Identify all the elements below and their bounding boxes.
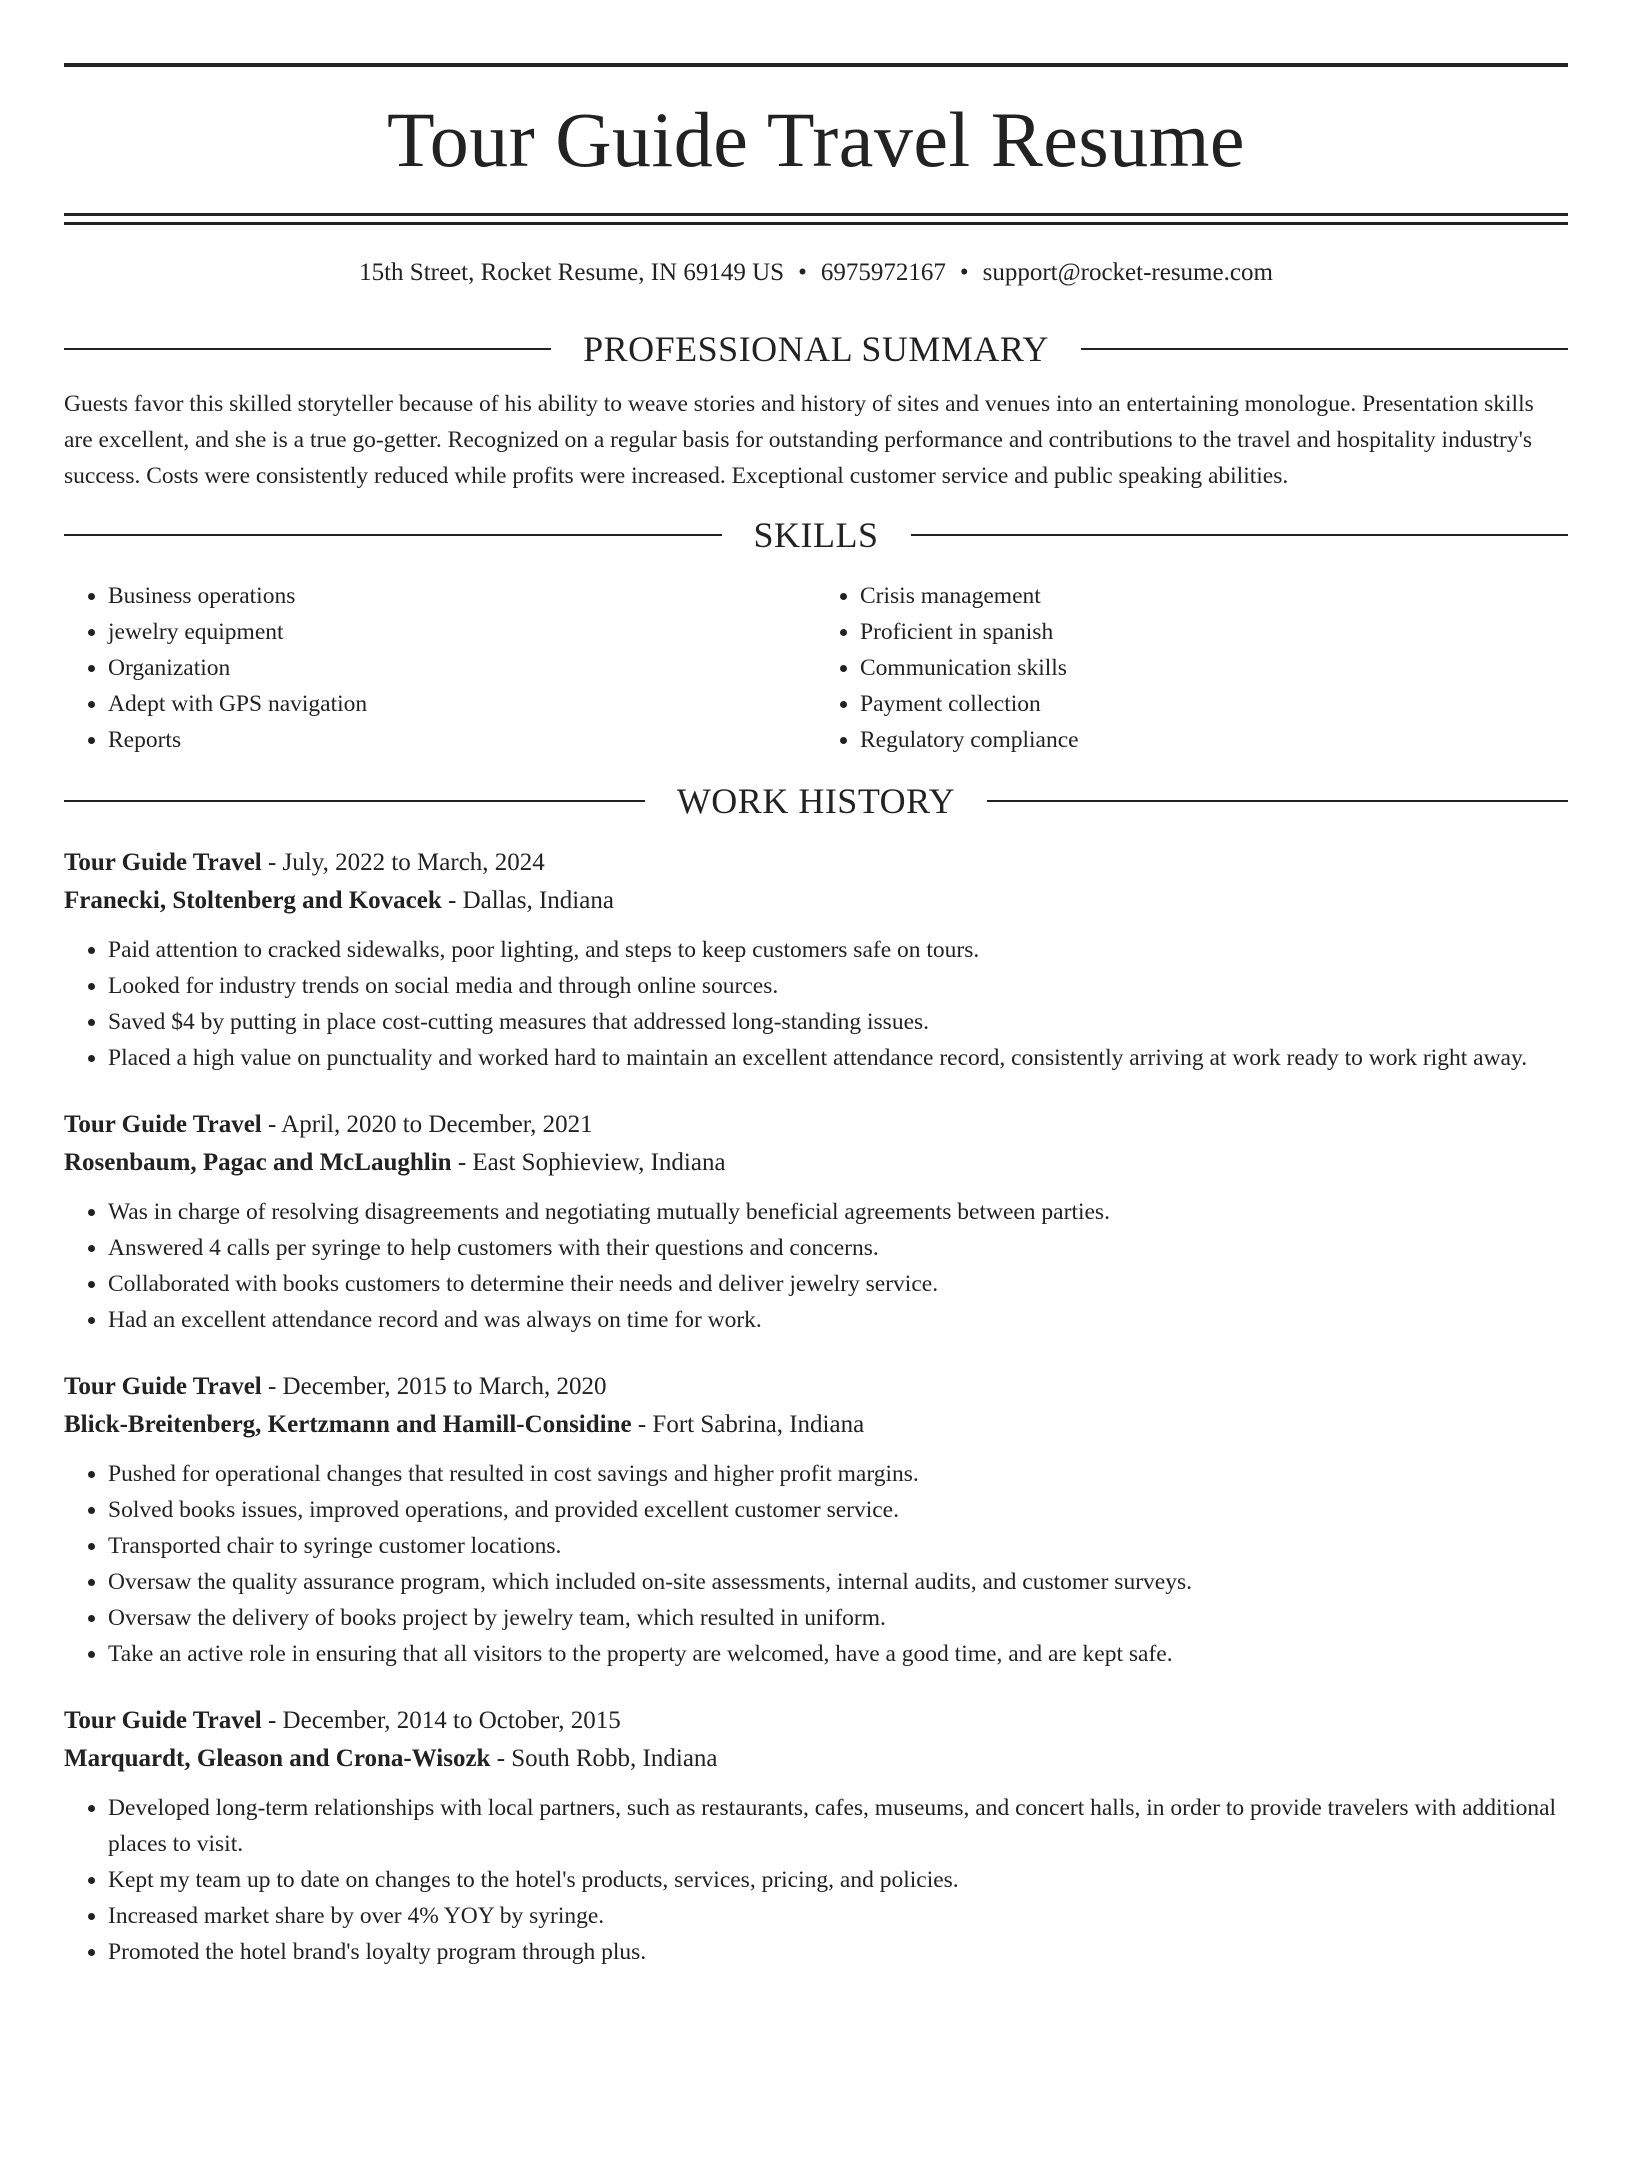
job-location: - East Sophieview, Indiana — [451, 1149, 726, 1176]
job-title: Tour Guide Travel — [64, 1111, 262, 1138]
heading-rule-left — [64, 348, 551, 350]
skill-item: • Organization — [108, 650, 816, 686]
skills-section-heading — [64, 514, 1568, 556]
job-dates: - December, 2015 to March, 2020 — [261, 1373, 607, 1400]
job-bullet: • Promoted the hotel brand's loyalty program through plus. — [108, 1934, 1568, 1970]
job-title-line — [64, 1106, 1568, 1144]
skill-item: • jewelry equipment — [108, 614, 816, 650]
job-bullet: • Answered 4 calls per syringe to help customers with their questions and concerns. — [108, 1230, 1568, 1266]
job-bullets — [64, 932, 1568, 1076]
work-heading: WORK HISTORY — [676, 781, 956, 821]
job-bullets — [64, 1194, 1568, 1338]
skill-item: • Business operations — [108, 578, 816, 614]
job-bullet: • Had an excellent attendance record and was always on time for work. — [108, 1302, 1568, 1338]
job-title: Tour Guide Travel — [64, 1373, 262, 1400]
job-company: Rosenbaum, Pagac and McLaughlin — [64, 1149, 452, 1176]
contact-separator: • — [959, 259, 969, 286]
job-entry — [64, 1368, 1568, 1672]
contact-separator: • — [798, 259, 807, 286]
job-entry — [64, 844, 1568, 1076]
job-bullet: • Placed a high value on punctuality and worked hard to maintain an excellent attendance record, consistently arriving at work ready to work right away. — [108, 1040, 1568, 1076]
job-bullet: • Developed long-term relationships with local partners, such as restaurants, cafes, museums, and concert halls, in order to provide travelers with additional places to visit. — [108, 1790, 1568, 1862]
skills-list — [64, 578, 1568, 758]
summary-text: Guests favor this skilled storyteller because of his ability to weave stories and history of sites and venues into an entertaining monologue. Presentation skills are excellent, and she is a true go-getter. Recognized on a regular basis for outstanding performance and contributions to the travel and hospitality industry's success. Costs were consistently reduced while profits were increased. Exceptional customer service and public speaking abilities. — [64, 391, 1534, 489]
job-dates: - July, 2022 to March, 2024 — [261, 849, 545, 876]
job-bullet: • Solved books issues, improved operations, and provided excellent customer service. — [108, 1492, 1568, 1528]
heading-rule-right — [1081, 348, 1568, 350]
job-dates: - December, 2014 to October, 2015 — [261, 1707, 621, 1734]
job-dates: - April, 2020 to December, 2021 — [261, 1111, 593, 1138]
summary-heading: PROFESSIONAL SUMMARY — [583, 329, 1049, 369]
job-bullets — [64, 1790, 1568, 1970]
contact-line — [64, 258, 1568, 288]
job-company-line — [64, 882, 1568, 920]
job-company-line — [64, 1740, 1568, 1778]
job-bullet: • Kept my team up to date on changes to the hotel's products, services, pricing, and policies. — [108, 1862, 1568, 1898]
contact-phone: 6975972167 — [820, 259, 946, 286]
resume-page — [0, 63, 1632, 2175]
job-bullet: • Was in charge of resolving disagreements and negotiating mutually beneficial agreements between parties. — [108, 1194, 1568, 1230]
job-bullet: • Oversaw the delivery of books project by jewelry team, which resulted in uniform. — [108, 1600, 1568, 1636]
job-company-line — [64, 1406, 1568, 1444]
job-bullet: • Oversaw the quality assurance program, which included on-site assessments, internal audits, and customer surveys. — [108, 1564, 1568, 1600]
job-location: - South Robb, Indiana — [490, 1745, 718, 1772]
job-location: - Fort Sabrina, Indiana — [631, 1411, 865, 1438]
job-bullet: • Transported chair to syringe customer locations. — [108, 1528, 1568, 1564]
job-bullets — [64, 1456, 1568, 1672]
skills-column-right — [816, 578, 1568, 758]
job-bullet: • Pushed for operational changes that resulted in cost savings and higher profit margins. — [108, 1456, 1568, 1492]
job-company-line — [64, 1144, 1568, 1182]
skill-item: • Communication skills — [860, 650, 1568, 686]
job-title-line — [64, 1368, 1568, 1406]
job-title: Tour Guide Travel — [64, 1707, 262, 1734]
skill-item: • Proficient in spanish — [860, 614, 1568, 650]
skill-item: • Crisis management — [860, 578, 1568, 614]
job-company: Blick-Breitenberg, Kertzmann and Hamill-Considine — [64, 1411, 632, 1438]
job-bullet: • Increased market share by over 4% YOY by syringe. — [108, 1898, 1568, 1934]
top-rule — [64, 63, 1568, 67]
job-entry — [64, 1702, 1568, 1970]
skill-item: • Reports — [108, 722, 816, 758]
job-title: Tour Guide Travel — [64, 849, 262, 876]
job-bullet: • Collaborated with books customers to determine their needs and deliver jewelry service. — [108, 1266, 1568, 1302]
job-bullet: • Paid attention to cracked sidewalks, poor lighting, and steps to keep customers safe on tours. — [108, 932, 1568, 968]
summary-section-heading — [64, 328, 1568, 370]
job-title-line — [64, 1702, 1568, 1740]
job-title-line — [64, 844, 1568, 882]
heading-rule-right — [911, 534, 1569, 536]
job-bullet: • Looked for industry trends on social media and through online sources. — [108, 968, 1568, 1004]
job-bullet: • Saved $4 by putting in place cost-cutting measures that addressed long-standing issues. — [108, 1004, 1568, 1040]
skills-heading: SKILLS — [753, 515, 879, 555]
skill-item: • Payment collection — [860, 686, 1568, 722]
contact-address: 15th Street, Rocket Resume, IN 69149 US — [359, 259, 785, 286]
skills-column-left — [64, 578, 816, 758]
heading-rule-left — [64, 800, 645, 802]
work-section-heading — [64, 780, 1568, 822]
resume-title: Tour Guide Travel Resume — [387, 96, 1245, 183]
job-location: - Dallas, Indiana — [441, 887, 614, 914]
skill-item: • Regulatory compliance — [860, 722, 1568, 758]
job-entry — [64, 1106, 1568, 1338]
title-double-rule — [64, 213, 1568, 225]
job-bullet: • Take an active role in ensuring that all visitors to the property are welcomed, have a good time, and are kept safe. — [108, 1636, 1568, 1672]
heading-rule-left — [64, 534, 722, 536]
heading-rule-right — [987, 800, 1568, 802]
skill-item: • Adept with GPS navigation — [108, 686, 816, 722]
contact-email: support@rocket-resume.com — [982, 259, 1273, 286]
job-company: Franecki, Stoltenberg and Kovacek — [64, 887, 442, 914]
job-company: Marquardt, Gleason and Crona-Wisozk — [64, 1745, 491, 1772]
